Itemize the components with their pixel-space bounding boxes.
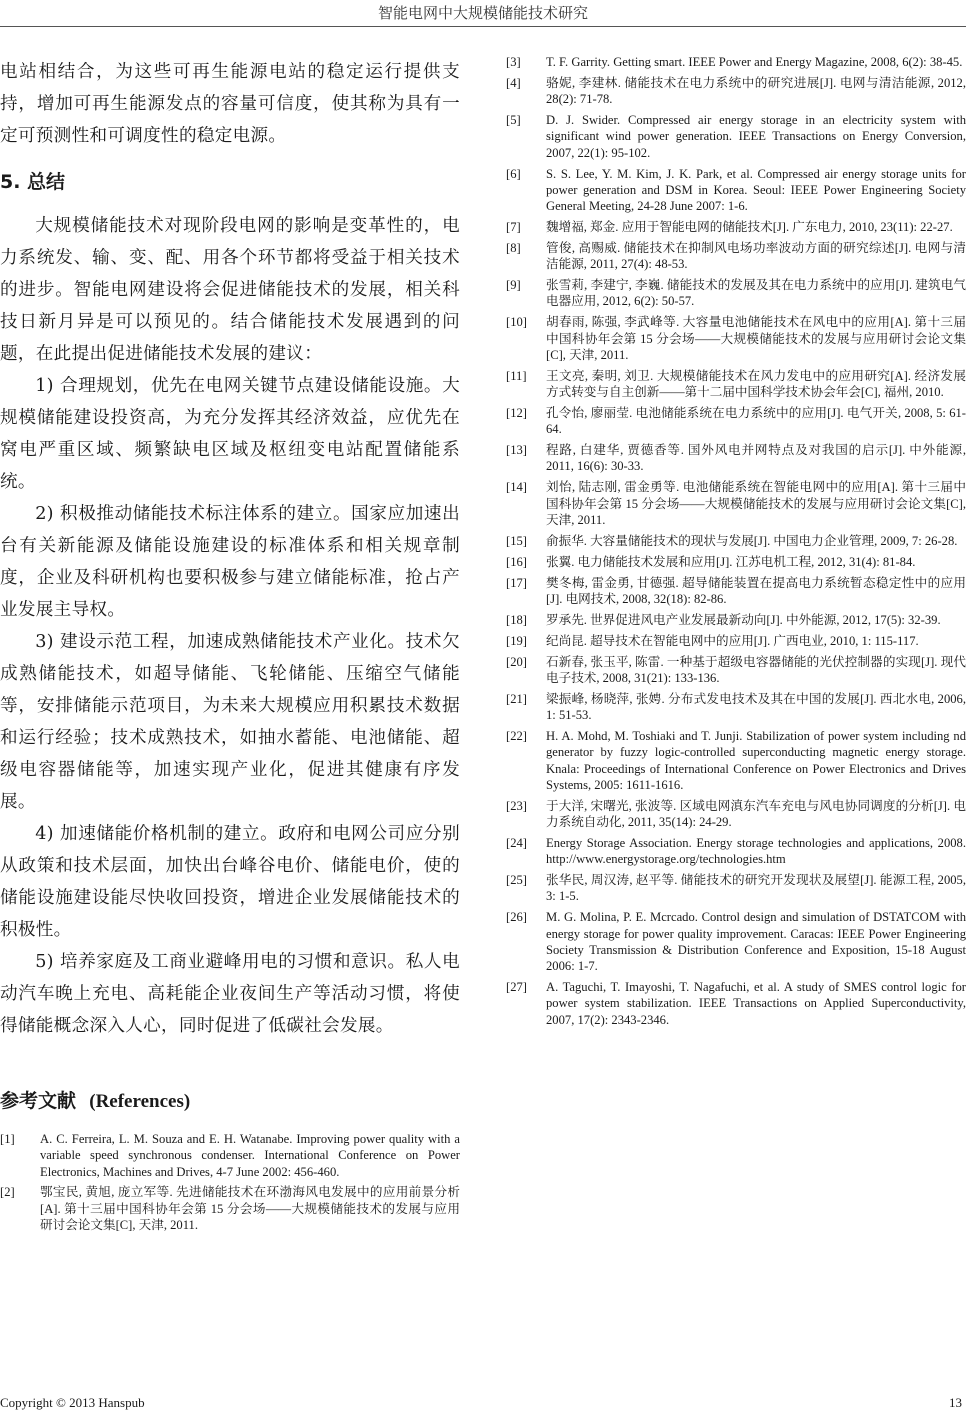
reference-text: 鄂宝民, 黄旭, 庞立军等. 先进储能技术在环渤海风电发展中的应用前景分析[A]. 第十三届中国科协年会第 15 分会场——大规模储能技术的发展与应用研讨会论文集[C], 天津, 2011.	[40, 1185, 460, 1233]
reference-number: [18]	[506, 612, 527, 627]
references-title	[0, 1086, 460, 1117]
reference-item	[506, 112, 966, 161]
running-header: 智能电网中大规模储能技术研究	[377, 4, 588, 22]
reference-number: [27]	[506, 980, 527, 995]
reference-text: 刘怡, 陆志刚, 雷金勇等. 电池储能系统在智能电网中的应用[A]. 第十三届中国科协年会第 15 分会场——大规模储能技术的发展与应用研讨会论文集[C], 天津, 2011.	[546, 480, 966, 527]
reference-number: [23]	[506, 798, 527, 813]
reference-item	[506, 654, 966, 687]
reference-text: 俞振华. 大容量储能技术的现状与发展[J]. 中国电力企业管理, 2009, 7: 26-28.	[546, 533, 958, 548]
reference-number: [2]	[0, 1185, 15, 1200]
right-column	[506, 54, 966, 1033]
footer-copyright: Copyright © 2013 Hanspub	[0, 1395, 145, 1410]
reference-number: [22]	[506, 728, 527, 743]
suggestion-2: 2) 积极推动储能技术标注体系的建立。国家应加速出台有关新能源及储能设施建设的标准体系和相关规章制度，企业及科研机构也要积极参与建立储能标准，抢占产业发展主导权。	[0, 504, 460, 620]
reference-text: A. C. Ferreira, L. M. Souza and E. H. Watanabe. Improving power quality with a variable speed synchronous condenser. International Conference on Power Electronics, Machines and Drives, 4-7 June 2002: 456-460.	[40, 1132, 460, 1179]
reference-text: 骆妮, 李建林. 储能技术在电力系统中的研究进展[J]. 电网与清洁能源, 2012, 28(2): 71-78.	[546, 75, 966, 107]
reference-number: [19]	[506, 633, 527, 648]
reference-item	[506, 405, 966, 438]
reference-number: [9]	[506, 278, 521, 293]
suggestion-3: 3) 建设示范工程，加速成熟储能技术产业化。技术欠成熟储能技术，如超导储能、飞轮储能、压缩空气储能等，安排储能示范项目，为未来大规模应用积累技术数据和运行经验；技术成熟技术，如抽水蓄能、电池储能、超级电容器储能等，加速实现产业化，促进其健康有序发展。	[0, 632, 460, 812]
reference-number: [11]	[506, 368, 527, 383]
reference-item	[506, 979, 966, 1028]
reference-item	[0, 1184, 460, 1233]
reference-number: [3]	[506, 55, 521, 69]
header-rule	[0, 26, 966, 27]
reference-number: [26]	[506, 910, 527, 925]
reference-text: 魏增福, 郑金. 应用于智能电网的储能技术[J]. 广东电力, 2010, 23(11): 22-27.	[546, 220, 953, 235]
reference-text: 程路, 白建华, 贾德香等. 国外风电并网特点及对我国的启示[J]. 中外能源, 2011, 16(6): 30-33.	[546, 443, 966, 474]
reference-item	[506, 368, 966, 401]
reference-text: T. F. Garrity. Getting smart. IEEE Power and Energy Magazine, 2008, 6(2): 38-45.	[546, 55, 963, 69]
references-title-cn: 参考文献	[0, 1090, 77, 1112]
reference-item	[506, 314, 966, 363]
reference-item	[506, 166, 966, 215]
reference-item	[506, 240, 966, 273]
footer-page-number: 13	[949, 1395, 962, 1410]
reference-list-right	[506, 54, 966, 1028]
reference-item	[506, 728, 966, 793]
reference-number: [16]	[506, 554, 527, 569]
reference-number: [24]	[506, 835, 527, 850]
reference-list-left	[0, 1131, 460, 1233]
intro-paragraph: 电站相结合，为这些可再生能源电站的稳定运行提供支持，增加可再生能源发点的容量可信度，使其称为具有一定可预测性和可调度性的稳定电源。	[0, 62, 460, 146]
reference-number: [1]	[0, 1132, 15, 1146]
reference-text: 罗承先. 世界促进风电产业发展最新动向[J]. 中外能源, 2012, 17(5): 32-39.	[546, 612, 941, 627]
section-title-conclusion: 5. 总结	[0, 171, 66, 193]
reference-text: 胡春雨, 陈强, 李武峰等. 大容量电池储能技术在风电中的应用[A]. 第十三届中国科协年会第 15 分会场——大规模储能技术的发展与应用研讨会论文集[C], 天津, 2011.	[546, 315, 966, 362]
reference-item	[506, 612, 966, 628]
reference-text: 管俊, 高赐威. 储能技术在抑制风电场功率波动方面的研究综述[J]. 电网与清洁能源, 2011, 27(4): 48-53.	[546, 240, 966, 272]
reference-item	[506, 442, 966, 475]
reference-text: Energy Storage Association. Energy storage technologies and applications, 2008. http://www.energystorage.org/technologies.htm	[546, 835, 966, 867]
reference-text: 张华民, 周汉涛, 赵平等. 储能技术的研究开发现状及展望[J]. 能源工程, 2005, 3: 1-5.	[546, 873, 966, 904]
reference-text: 纪尚昆. 超导技术在智能电网中的应用[J]. 广西电业, 2010, 1: 115-117.	[546, 633, 919, 648]
reference-item	[506, 872, 966, 905]
reference-text: 于大洋, 宋曙光, 张波等. 区域电网滇东汽车充电与风电协同调度的分析[J]. 电力系统自动化, 2011, 35(14): 24-29.	[546, 798, 966, 830]
reference-text: 孔令怡, 廖丽莹. 电池储能系统在电力系统中的应用[J]. 电气开关, 2008, 5: 61-64.	[546, 405, 966, 437]
reference-item	[506, 575, 966, 608]
reference-number: [15]	[506, 533, 527, 548]
reference-item	[506, 54, 966, 70]
suggestion-5: 5) 培养家庭及工商业避峰用电的习惯和意识。私人电动汽车晚上充电、高耗能企业夜间生产等活动习惯，将使得储能概念深入人心，同时促进了低碳社会发展。	[0, 952, 460, 1036]
reference-item	[506, 909, 966, 974]
reference-item	[506, 75, 966, 108]
reference-number: [7]	[506, 220, 521, 235]
reference-number: [10]	[506, 315, 527, 330]
reference-item	[506, 554, 966, 570]
reference-item	[0, 1131, 460, 1180]
reference-item	[506, 633, 966, 649]
reference-text: 樊冬梅, 雷金勇, 甘德强. 超导储能装置在提高电力系统暂态稳定性中的应用[J]. 电网技术, 2008, 32(18): 82-86.	[546, 575, 966, 606]
reference-number: [5]	[506, 113, 521, 128]
reference-text: 梁振峰, 杨晓萍, 张娉. 分布式发电技术及其在中国的发展[J]. 西北水电, 2006, 1: 51-53.	[546, 691, 966, 723]
reference-text: M. G. Molina, P. E. Mcrcado. Control design and simulation of DSTATCOM with energy storage for power quality improvement. Caracas: IEEE Power Engineering Society Transmission & Distribution Conference and Exposition, 15-18 August 2006: 1-7.	[546, 910, 966, 974]
reference-number: [8]	[506, 240, 521, 255]
reference-text: 石新春, 张玉平, 陈雷. 一种基于超级电容器储能的光伏控制器的实现[J]. 现代电子技术, 2008, 31(21): 133-136.	[546, 654, 966, 685]
reference-text: H. A. Mohd, M. Toshiaki and T. Junji. Stabilization of power system including nd generator by fuzzy logic-controlled superconducting magnetic energy storage. Knala: Proceedings of International Conference on Power Electronics and Drives Systems, 2005: 1611-1616.	[546, 728, 966, 792]
reference-number: [21]	[506, 691, 527, 706]
references-title-en: (References)	[89, 1091, 191, 1112]
reference-text: A. Taguchi, T. Imayoshi, T. Nagafuchi, et al. A study of SMES control logic for power system stabilization. IEEE Transactions on Applied Superconductivity, 2007, 17(2): 2343-2346.	[546, 980, 966, 1027]
reference-text: D. J. Swider. Compressed air energy storage in an electricity system with significant wind power generation. IEEE Transactions on Energy Conversion, 2007, 22(1): 95-102.	[546, 113, 966, 160]
reference-number: [6]	[506, 166, 521, 181]
reference-number: [4]	[506, 75, 521, 90]
reference-text: 王文亮, 秦明, 刘卫. 大规模储能技术在风力发电中的应用研究[A]. 经济发展方式转变与自主创新——第十二届中国科学技术协会年会[C], 福州, 2010.	[546, 368, 966, 400]
suggestion-1: 1) 合理规划，优先在电网关键节点建设储能设施。大规模储能建设投资高，为充分发挥其经济效益，应优先在窝电严重区域、频繁缺电区域及枢纽变电站配置储能系统。	[0, 376, 460, 492]
reference-item	[506, 479, 966, 528]
reference-item	[506, 691, 966, 724]
reference-text: S. S. Lee, Y. M. Kim, J. K. Park, et al. Compressed air energy storage units for power generation and DSM in Korea. Seoul: IEEE Power Engineering Society General Meeting, 24-28 June 2007: 1-6.	[546, 166, 966, 214]
reference-number: [20]	[506, 654, 527, 669]
reference-number: [12]	[506, 405, 527, 420]
reference-number: [13]	[506, 443, 527, 458]
reference-text: 张翼. 电力储能技术发展和应用[J]. 江苏电机工程, 2012, 31(4): 81-84.	[546, 554, 916, 569]
reference-number: [14]	[506, 480, 527, 495]
reference-text: 张雪莉, 李建宁, 李巍. 储能技术的发展及其在电力系统中的应用[J]. 建筑电气电器应用, 2012, 6(2): 50-57.	[546, 278, 966, 309]
reference-number: [17]	[506, 575, 527, 590]
reference-number: [25]	[506, 873, 527, 888]
left-column	[0, 56, 460, 1238]
reference-item	[506, 219, 966, 235]
reference-item	[506, 277, 966, 310]
suggestion-4: 4) 加速储能价格机制的建立。政府和电网公司应分别从政策和技术层面，加快出台峰谷电价、储能电价，使的储能设施建设能尽快收回投资，增进企业发展储能技术的积极性。	[0, 824, 460, 940]
reference-item	[506, 835, 966, 868]
conclusion-paragraph: 大规模储能技术对现阶段电网的影响是变革性的，电力系统发、输、变、配、用各个环节都将受益于相关技术的进步。智能电网建设将会促进储能技术的发展，相关科技日新月异是可以预见的。结合储能技术发展遇到的问题，在此提出促进储能技术发展的建议：	[0, 216, 460, 364]
reference-item	[506, 798, 966, 831]
reference-item	[506, 533, 966, 549]
